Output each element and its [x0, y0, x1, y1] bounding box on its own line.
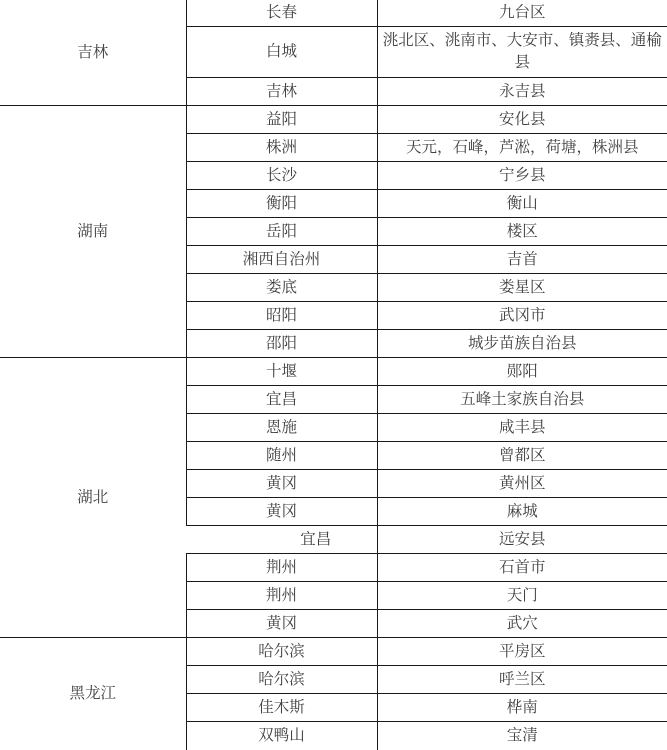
- city-cell: 哈尔滨: [186, 638, 377, 666]
- district-cell: 武冈市: [377, 302, 667, 330]
- city-cell: 宜昌: [186, 526, 377, 554]
- city-cell: 佳木斯: [186, 694, 377, 722]
- district-cell: 呼兰区: [377, 666, 667, 694]
- city-cell: 十堰: [186, 358, 377, 386]
- district-cell: 天元，石峰，芦淞，荷塘，株洲县: [377, 134, 667, 162]
- city-cell: 黄冈: [186, 610, 377, 638]
- district-cell: 黄州区: [377, 470, 667, 498]
- city-cell: 荆州: [186, 554, 377, 582]
- city-cell: 随州: [186, 442, 377, 470]
- city-cell: 益阳: [186, 106, 377, 134]
- district-cell: 宁乡县: [377, 162, 667, 190]
- city-cell: 白城: [186, 27, 377, 78]
- district-cell: 安化县: [377, 106, 667, 134]
- city-cell: 娄底: [186, 274, 377, 302]
- province-cell: 黑龙江: [0, 638, 186, 750]
- district-cell: 吉首: [377, 246, 667, 274]
- city-cell: 邵阳: [186, 330, 377, 358]
- district-cell: 宝清: [377, 722, 667, 750]
- city-cell: 昭阳: [186, 302, 377, 330]
- district-cell: 衡山: [377, 190, 667, 218]
- province-cell: 吉林: [77, 43, 109, 61]
- city-cell: 黄冈: [186, 470, 377, 498]
- table-row: [0, 106, 667, 134]
- district-cell: 天门: [377, 582, 667, 610]
- city-cell: 衡阳: [186, 190, 377, 218]
- city-cell: 双鸭山: [186, 722, 377, 750]
- district-cell: 永吉县: [377, 78, 667, 106]
- district-cell: 楼区: [377, 218, 667, 246]
- district-cell: 九台区: [377, 0, 667, 27]
- district-cell: 洮北区、洮南市、大安市、镇赉县、通榆县: [377, 27, 667, 78]
- province-cell: 湖北: [0, 358, 186, 638]
- district-cell: 桦南: [377, 694, 667, 722]
- district-cell: 石首市: [377, 554, 667, 582]
- city-cell: 宜昌: [186, 386, 377, 414]
- district-cell: 平房区: [377, 638, 667, 666]
- city-cell: 黄冈: [186, 498, 377, 526]
- district-cell: 郧阳: [377, 358, 667, 386]
- district-cell: 咸丰县: [377, 414, 667, 442]
- table-row: [0, 638, 667, 666]
- city-cell: 湘西自治州: [186, 246, 377, 274]
- city-cell: 长沙: [186, 162, 377, 190]
- city-cell: 荆州: [186, 582, 377, 610]
- city-cell: 岳阳: [186, 218, 377, 246]
- table-row: [0, 0, 667, 27]
- city-cell: 株洲: [186, 134, 377, 162]
- district-cell: 武穴: [377, 610, 667, 638]
- city-cell: 吉林: [186, 78, 377, 106]
- district-cell: 麻城: [377, 498, 667, 526]
- district-cell: 五峰土家族自治县: [377, 386, 667, 414]
- city-cell: 哈尔滨: [186, 666, 377, 694]
- table-row: [0, 358, 667, 386]
- province-cell: 湖南: [0, 106, 186, 358]
- district-cell: 城步苗族自治县: [377, 330, 667, 358]
- district-cell: 曾都区: [377, 442, 667, 470]
- district-cell: 娄星区: [377, 274, 667, 302]
- city-cell: 恩施: [186, 414, 377, 442]
- city-cell: 长春: [186, 0, 377, 27]
- district-cell: 远安县: [377, 526, 667, 554]
